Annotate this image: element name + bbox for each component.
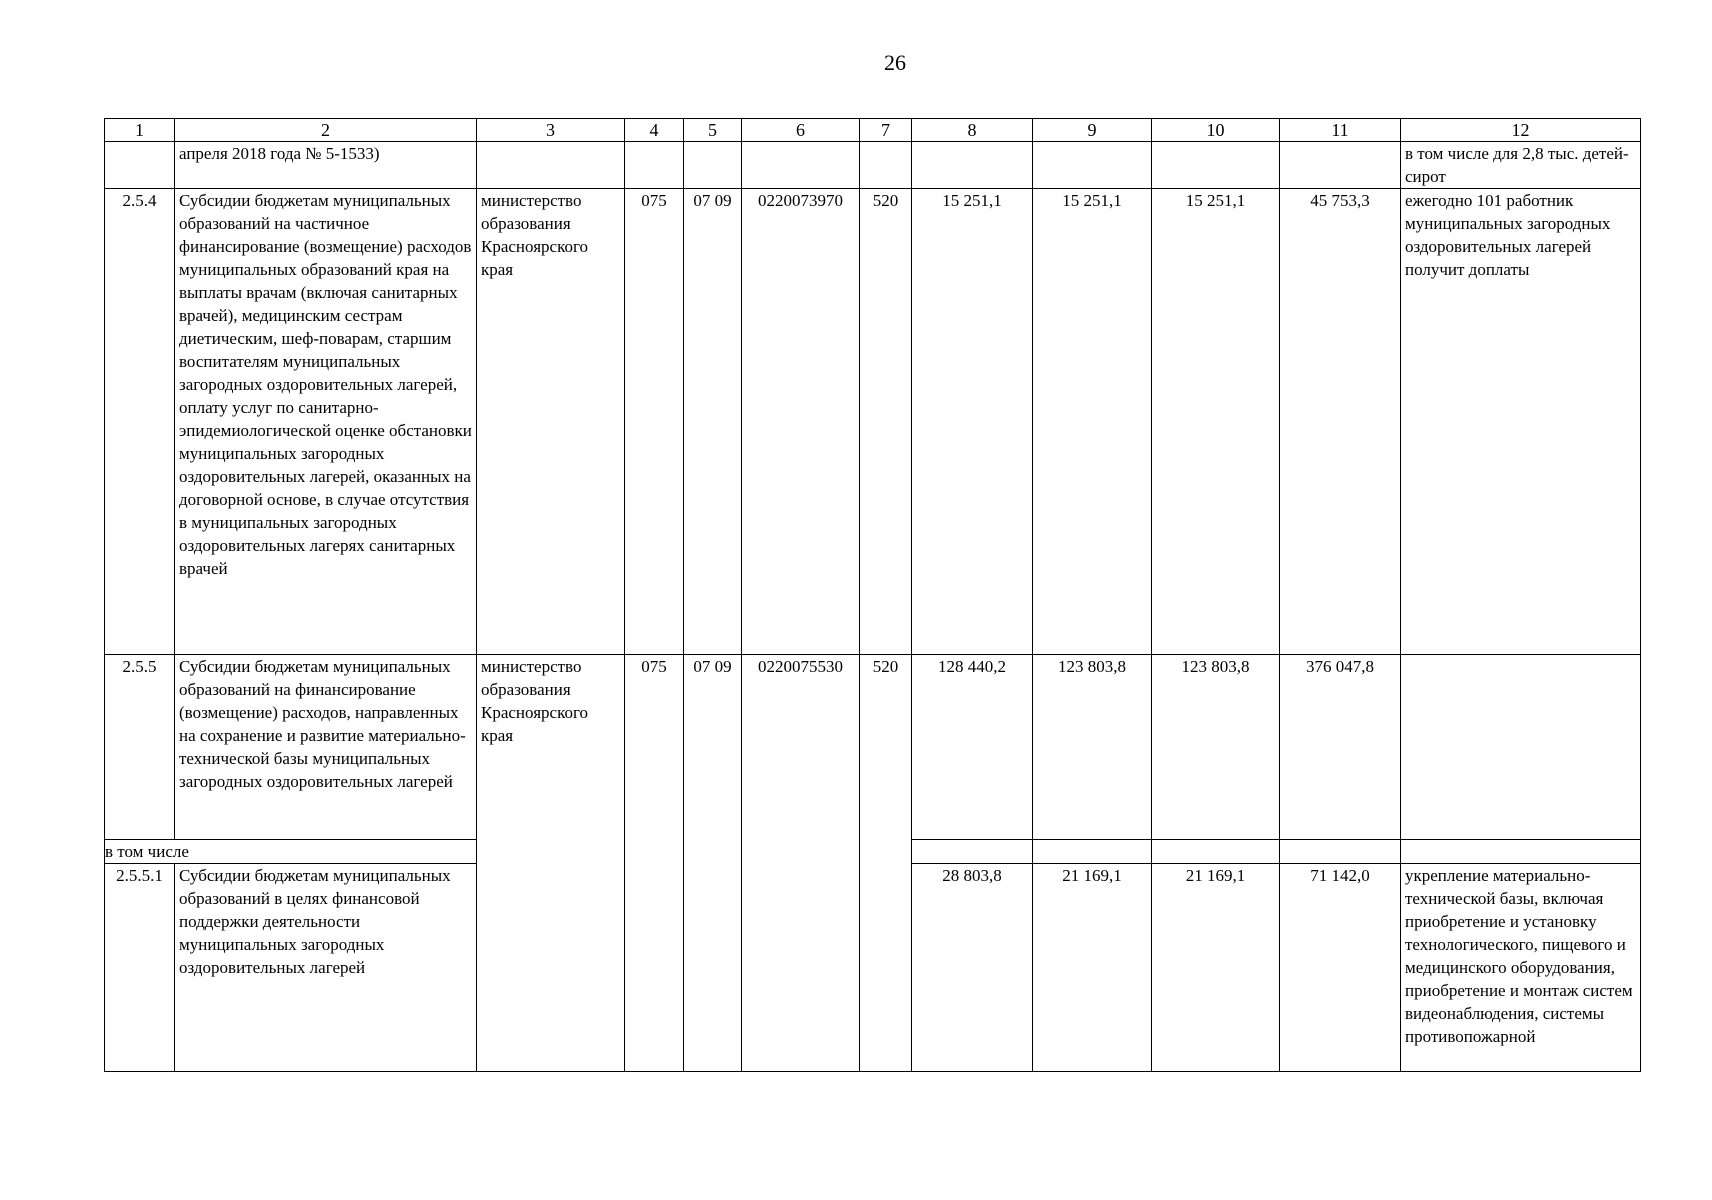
- amount-cell: 71 142,0: [1280, 864, 1401, 1072]
- code-cell: [860, 142, 912, 189]
- description-cell: апреля 2018 года № 5-1533): [175, 142, 477, 189]
- table-row: [105, 189, 1641, 655]
- code-cell: 07 09: [684, 655, 742, 840]
- header-cell: 2: [175, 119, 477, 142]
- responsible-cell: министерство образования Красноярского края: [477, 655, 625, 840]
- result-cell: ежегодно 101 работник муниципальных загородных оздоровительных лагерей получит доплаты: [1401, 189, 1641, 655]
- amount-cell: [1280, 142, 1401, 189]
- amount-cell: [912, 142, 1033, 189]
- description-cell: Субсидии бюджетам муниципальных образований на финансирование (возмещение) расходов, направленных на сохранение и развитие материально-технической базы муниципальных загородных оздоровительных лагерей: [175, 655, 477, 840]
- code-cell: 075: [625, 655, 684, 840]
- result-cell: [1401, 840, 1641, 864]
- description-cell: Субсидии бюджетам муниципальных образований на частичное финансирование (возмещение) расходов муниципальных образований края на выплаты врачам (включая санитарных врачей), медицинским сестрам диетическим, шеф-поварам, старшим воспитателям муниципальных загородных оздоровительных лагерей, оплату услуг по санитарно-эпидемиологической оценке обстановки муниципальных загородных оздоровительных лагерей, оказанных на договорной основе, в случае отсутствия в муниципальных загородных оздоровительных лагерях санитарных врачей: [175, 189, 477, 655]
- amount-cell: 15 251,1: [1033, 189, 1152, 655]
- code-cell: [684, 864, 742, 1072]
- code-cell: [625, 840, 684, 864]
- responsible-cell: [477, 142, 625, 189]
- table-row: [105, 655, 1641, 840]
- amount-cell: 15 251,1: [1152, 189, 1280, 655]
- amount-cell: [1280, 840, 1401, 864]
- amount-cell: 21 169,1: [1152, 864, 1280, 1072]
- header-cell: 6: [742, 119, 860, 142]
- page-number: 26: [884, 50, 906, 75]
- code-cell: [742, 142, 860, 189]
- description-cell: Субсидии бюджетам муниципальных образований в целях финансовой поддержки деятельности муниципальных загородных оздоровительных лагерей: [175, 864, 477, 1072]
- amount-cell: [912, 840, 1033, 864]
- header-cell: 11: [1280, 119, 1401, 142]
- amount-cell: 376 047,8: [1280, 655, 1401, 840]
- code-cell: 075: [625, 189, 684, 655]
- header-cell: 10: [1152, 119, 1280, 142]
- code-cell: 0220073970: [742, 189, 860, 655]
- header-row: [105, 119, 1641, 142]
- code-cell: 07 09: [684, 189, 742, 655]
- header-cell: 9: [1033, 119, 1152, 142]
- amount-cell: 15 251,1: [912, 189, 1033, 655]
- code-cell: [860, 840, 912, 864]
- row-number-cell: 2.5.5.1: [105, 864, 175, 1072]
- code-cell: 520: [860, 655, 912, 840]
- header-cell: 1: [105, 119, 175, 142]
- header-cell: 3: [477, 119, 625, 142]
- amount-cell: 123 803,8: [1152, 655, 1280, 840]
- row-number-cell: 2.5.5: [105, 655, 175, 840]
- code-cell: [742, 840, 860, 864]
- responsible-cell: [477, 864, 625, 1072]
- amount-cell: 45 753,3: [1280, 189, 1401, 655]
- result-cell: [1401, 655, 1641, 840]
- result-cell: укрепление материально-технической базы, включая приобретение и установку технологического, пищевого и медицинского оборудования, приобретение и монтаж систем видеонаблюдения, системы противопожарной: [1401, 864, 1641, 1072]
- responsible-cell: министерство образования Красноярского края: [477, 189, 625, 655]
- responsible-cell: [477, 840, 625, 864]
- table-row: [105, 864, 1641, 1072]
- amount-cell: [1033, 840, 1152, 864]
- row-number-cell: 2.5.4: [105, 189, 175, 655]
- header-cell: 7: [860, 119, 912, 142]
- code-cell: [742, 864, 860, 1072]
- amount-cell: 21 169,1: [1033, 864, 1152, 1072]
- code-cell: 520: [860, 189, 912, 655]
- code-cell: [860, 864, 912, 1072]
- amount-cell: 128 440,2: [912, 655, 1033, 840]
- code-cell: [625, 142, 684, 189]
- amount-cell: [1033, 142, 1152, 189]
- header-cell: 12: [1401, 119, 1641, 142]
- header-cell: 5: [684, 119, 742, 142]
- code-cell: 0220075530: [742, 655, 860, 840]
- row-number-cell: [105, 142, 175, 189]
- amount-cell: 123 803,8: [1033, 655, 1152, 840]
- including-label-cell: в том числе: [105, 840, 477, 864]
- code-cell: [684, 840, 742, 864]
- table-row: [105, 840, 1641, 864]
- amount-cell: [1152, 142, 1280, 189]
- code-cell: [684, 142, 742, 189]
- code-cell: [625, 864, 684, 1072]
- amount-cell: 28 803,8: [912, 864, 1033, 1072]
- amount-cell: [1152, 840, 1280, 864]
- header-cell: 4: [625, 119, 684, 142]
- budget-table: [104, 118, 1641, 1072]
- header-cell: 8: [912, 119, 1033, 142]
- table-row: [105, 142, 1641, 189]
- result-cell: в том числе для 2,8 тыс. детей-сирот: [1401, 142, 1641, 189]
